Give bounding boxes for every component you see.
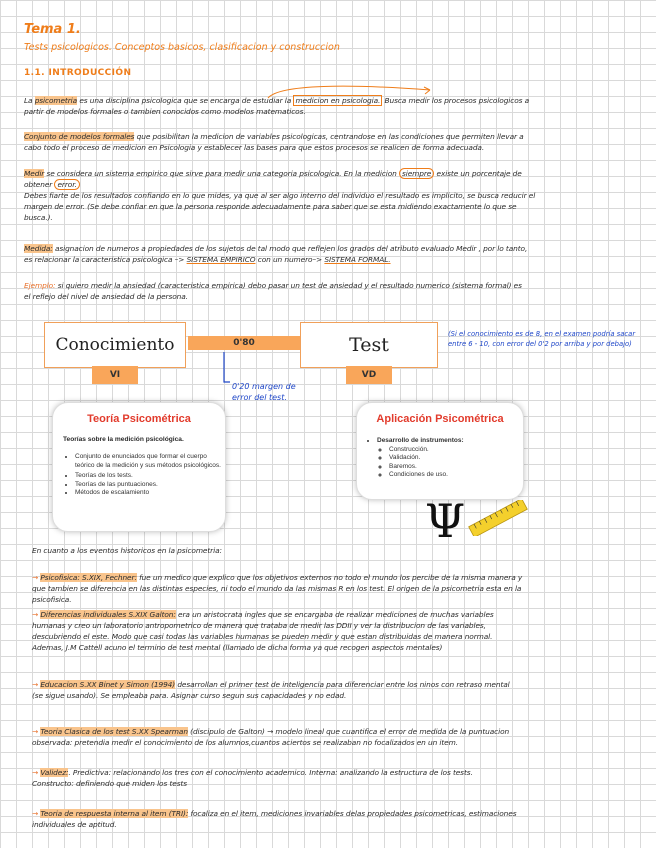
list-item: ◦ Construcción. — [389, 446, 527, 455]
value-bar: 0'80 — [188, 336, 300, 350]
highlight-medida: Medida: — [24, 244, 53, 253]
box-test: Test — [300, 322, 438, 368]
underline-sistema-formal: SISTEMA FORMAL. — [324, 255, 391, 264]
psi-symbol: Ψ — [424, 494, 466, 548]
boxed-medicion: medicion en psicologia. — [295, 96, 381, 105]
page-title: Tema 1. — [24, 22, 81, 37]
card-teoria-title: Teoría Psicométrica — [87, 413, 191, 425]
highlight-tri: Teoria de respuesta interna al item (TRI): — [40, 809, 189, 818]
page-subtitle: Tests psicologicos. Conceptos basicos, clasificacion y construccion — [24, 42, 340, 53]
highlight-validez: Validez: — [40, 768, 69, 777]
history-tri: → Teoria de respuesta interna al item (TRI): focaliza en el item, mediciones invariables delas propiedades psicometricas, estimaciones individuales de aptitud. — [32, 809, 517, 829]
history-intro: En cuanto a los eventos historicos en la psicometria: — [32, 546, 222, 555]
list-item: ◦ Validación. — [389, 454, 527, 463]
card-aplicacion — [356, 402, 524, 500]
box-conocimiento: Conocimiento — [44, 322, 186, 368]
highlight-binet: Educacion S.XX Binet y Simon (1994) — [40, 680, 176, 689]
card-aplicacion-list — [365, 437, 527, 480]
history-psicofisica: → Psicofisica: S.XIX, Fechner: fue un medico que explico que los objetivos externos no todo el mundo los percibe de la misma manera y que tambien se diferencia en las distintas especies, ni todo el mundo da las mismas R en los test. El origen de la psicometria esta en la psicofisica. — [32, 573, 523, 604]
history-validez: → Validez:. Predictiva: relacionando los tres con el conocimiento academico. Interna: analizando la estructura de los tests. Constructo: definiendo que miden los tests — [32, 768, 473, 788]
note-right: (Si el conocimiento es de 8, en el examen podría sacar entre 6 - 10, con error del 0'2 por arriba y por debajo) — [448, 330, 636, 348]
tag-vi: VI — [92, 366, 138, 384]
card-teoria-list — [63, 453, 227, 498]
paragraph-modelos: Conjunto de modelos formales que posibilitan la medicion de variables psicologicas, centrandose en las condiciones que permiten llevar a cabo todo el proceso de medicion en Psicologia y establecer las bases para que estos procesos se realicen de forma adecuada. — [24, 132, 524, 152]
paragraph-ejemplo: Ejemplo: si quiero medir la ansiedad (caracteristica empirica) debo pasar un test de ansiedad y el resultado numerico (sistema formal) es el reflejo del nivel de ansiedad de la persona. — [24, 281, 522, 301]
card-aplicacion-title: Aplicación Psicométrica — [376, 413, 504, 425]
paragraph-psicometria: La psicometria es una disciplina psicologica que se encarga de estudiar la medicion en psicologia. Busca medir los procesos psicologicos a partir de modelos formales o tambien conocidos como modelos matematicos. — [24, 96, 530, 116]
list-item: • Teorías de las puntuaciones. — [75, 481, 227, 490]
highlight-psicofisica: Psicofisica: S.XIX, Fechner: — [40, 573, 137, 582]
section-heading: 1.1. INTRODUCCIÓN — [24, 68, 132, 78]
card-teoria — [52, 402, 226, 532]
history-galton: → Diferencias individuales S.XIX Galton: era un aristocrata ingles que se encargaba de realizar mediciones de muchas variables humanas y creo un laboratorio antropometrico de manera que trataba de medir las DDII y ver la distribucion de las variables, descubriendo el este. Modo que casi todas las variables humanas se pueden medir y que estan distribuidas de manera normal. Ademas, J.M Cattell acuno el termino de test mental (llamado de dicha forma ya que recogen aspectos mentales) — [32, 610, 494, 652]
tag-vd: VD — [346, 366, 392, 384]
list-item: ◦ Condiciones de uso. — [389, 471, 527, 480]
highlight-medir: Medir — [24, 169, 45, 178]
list-item: • Teorías de los tests. — [75, 472, 227, 481]
list-item: • Métodos de escalamiento — [75, 489, 227, 498]
circled-error: error. — [54, 179, 79, 190]
list-item: • Desarrollo de instrumentos: ◦ Construcción. ◦ Validación. ◦ Baremos. ◦ Condiciones de uso. — [377, 437, 527, 480]
history-binet: → Educacion S.XX Binet y Simon (1994) desarrollan el primer test de inteligencia para diferenciar entre los ninos con retraso mental (se sigue usando). Se empleaba para. Asignar curso segun sus capacidades y no edad. — [32, 680, 510, 700]
card-teoria-heading: Teorías sobre la medición psicológica. — [63, 436, 184, 443]
measuring-tape-icon — [462, 500, 534, 536]
paragraph-medida: Medida: asignacion de numeros a propiedades de los sujetos de tal modo que reflejen los grados del atributo evaluado Medir , por lo tanto, es relacionar la caracteristica psicologica –> SISTEMA EMPIRICO con un numero–> SISTEMA FORMAL. — [24, 244, 528, 264]
bracket-arrow — [214, 350, 234, 390]
circled-siempre: siempre — [399, 168, 434, 179]
highlight-spearman: Teoria Clasica de los test S.XX Spearman — [40, 727, 188, 736]
list-item: ◦ Baremos. — [389, 463, 527, 472]
note-below: 0'20 margen de error del test. — [232, 382, 296, 402]
paragraph-medir: Medir se considera un sistema empirico que sirve para medir una categoria psicologica. En la medicion siempre existe un porcentaje de obtener error. Debes fiarte de los resultados confiando en lo que mides, ya que al ser algo interno del individuo el resultado es implicito, se busca reducir el margen de error. (Se debe confiar en que la persona responde adecuadamente para saber que se esta midiendo exactamente lo que se busca.). — [24, 169, 536, 222]
highlight-modelos: Conjunto de modelos formales — [24, 132, 135, 141]
highlight-galton: Diferencias individuales S.XIX Galton: — [40, 610, 176, 619]
highlight-psicometria: psicometria — [34, 96, 78, 105]
underline-sistema-empirico: SISTEMA EMPIRICO — [186, 255, 256, 264]
ejemplo-label: Ejemplo: — [24, 281, 56, 290]
list-item: • Conjunto de enunciados que formar el cuerpo teórico de la medición y sus métodos psicológicos. — [75, 453, 227, 470]
history-spearman: → Teoria Clasica de los test S.XX Spearman (discipulo de Galton) → modelo lineal que cuantifica el error de medida de la puntuacion observada: pretendia medir el conocimiento de los alumnos,cuantos aciertos se realizaban no focalizados en un item. — [32, 727, 510, 747]
